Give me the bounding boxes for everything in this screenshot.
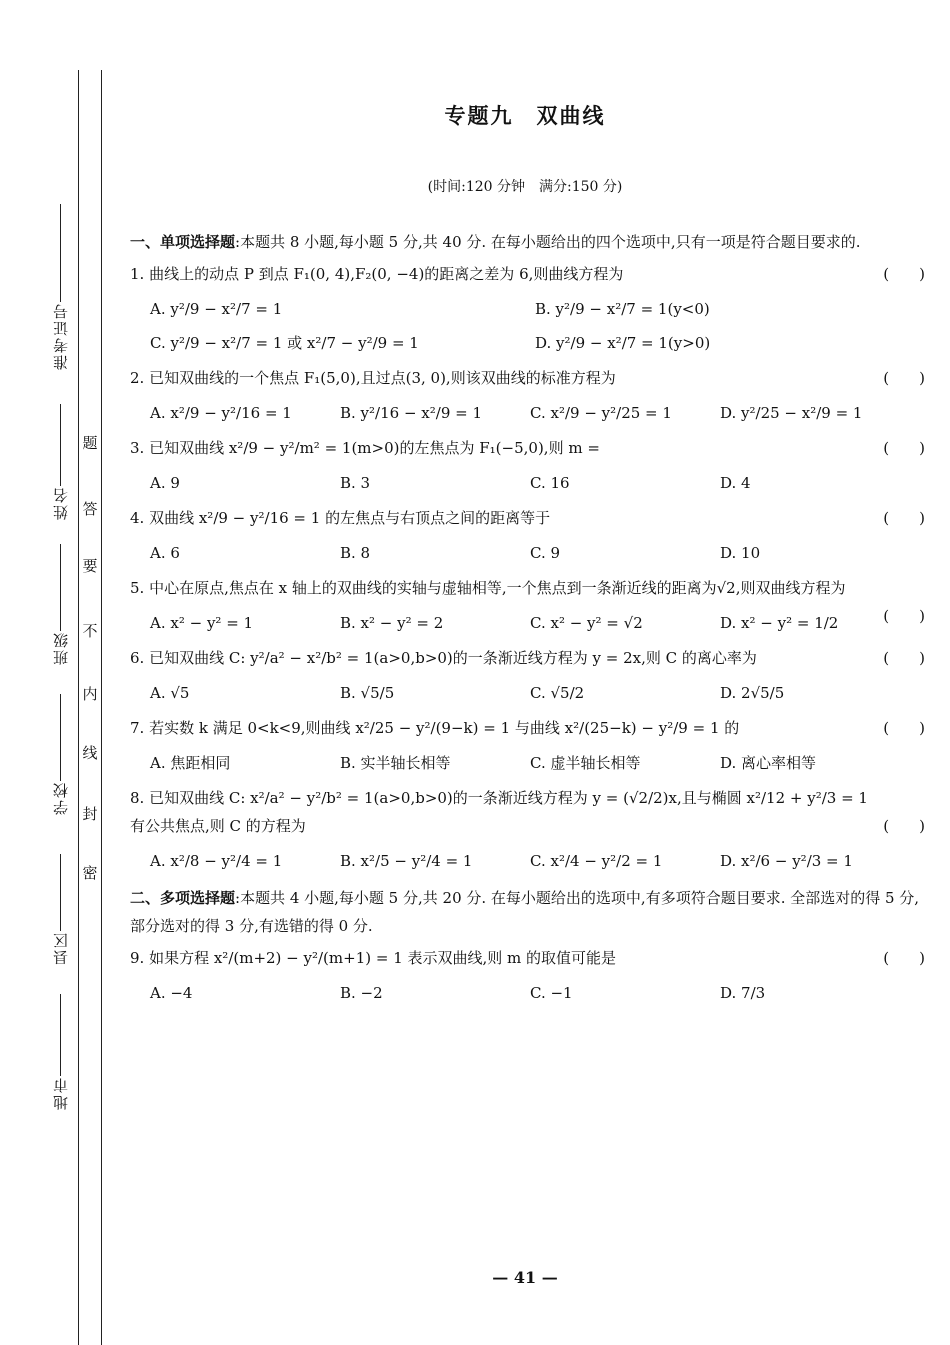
- answer-paren: ( ): [883, 265, 925, 283]
- field-label: 班级: [51, 631, 70, 665]
- option-list: [130, 976, 925, 1010]
- answer-paren: ( ): [883, 719, 925, 737]
- option-list: [130, 746, 925, 780]
- page-number: — 41 —: [492, 1268, 558, 1287]
- option: C. 虚半轴长相等: [530, 754, 641, 772]
- option: B. x²/5 − y²/4 = 1: [340, 852, 473, 870]
- option: D. y²/9 − x²/7 = 1(y>0): [535, 334, 711, 352]
- field-underline: [60, 404, 61, 486]
- question-stem: 8. 已知双曲线 C: x²/a² − y²/b² = 1(a>0,b>0)的一条渐近线方程为 y = (√2/2)x,且与椭圆 x²/12 + y²/3 = 1 有公共焦点,则 C 的方程为: [130, 789, 868, 835]
- field-label: 姓名: [51, 486, 70, 520]
- answer-paren: ( ): [883, 509, 925, 527]
- option: D. x² − y² = 1/2: [720, 614, 839, 632]
- option: B. y²/9 − x²/7 = 1(y<0): [535, 300, 710, 318]
- question-stem: 7. 若实数 k 满足 0<k<9,则曲线 x²/25 − y²/(9−k) = 1 与曲线 x²/(25−k) − y²/9 = 1 的: [130, 719, 740, 737]
- question: [130, 944, 925, 972]
- option: A. 焦距相同: [150, 754, 231, 772]
- seal-char: 不: [82, 622, 98, 640]
- seal-char: 内: [82, 685, 98, 703]
- question: [130, 364, 925, 392]
- option: B. 8: [340, 544, 371, 562]
- option: C. x² − y² = √2: [530, 614, 643, 632]
- option-list: [130, 396, 925, 430]
- option: C. x²/4 − y²/2 = 1: [530, 852, 663, 870]
- field-exam-number: [46, 200, 74, 370]
- answer-paren: ( ): [883, 949, 925, 967]
- field-city: [46, 990, 74, 1110]
- question-stem: 2. 已知双曲线的一个焦点 F₁(5,0),且过点(3, 0),则该双曲线的标准方程为: [130, 369, 616, 387]
- section-title: 一、单项选择题: [130, 233, 236, 251]
- section-title: 二、多项选择题: [130, 889, 236, 907]
- answer-paren: ( ): [883, 607, 925, 625]
- question: [130, 784, 925, 840]
- option: B. 3: [340, 474, 371, 492]
- seal-char: 封: [82, 805, 98, 823]
- field-underline: [60, 854, 61, 931]
- margin-line-outer: [78, 70, 79, 1345]
- section-heading: [130, 884, 925, 940]
- section-intro: :本题共 4 小题,每小题 5 分,共 20 分. 在每小题给出的选项中,有多项符合题目要求. 全部选对的得 5 分,部分选对的得 3 分,有选错的得 0 分.: [130, 889, 920, 935]
- option: A. √5: [150, 684, 190, 702]
- option: B. 实半轴长相等: [340, 754, 451, 772]
- exam-meta: (时间:120 分钟 满分:150 分): [427, 179, 623, 195]
- field-class: [46, 540, 74, 665]
- answer-paren: ( ): [883, 439, 925, 457]
- field-label: 准考证号: [51, 302, 70, 370]
- option: C. 16: [530, 474, 570, 492]
- option: A. x²/8 − y²/4 = 1: [150, 852, 283, 870]
- option: D. x²/6 − y²/3 = 1: [720, 852, 853, 870]
- field-label: 县区: [51, 931, 70, 965]
- field-label: 地市: [51, 1076, 70, 1110]
- question-stem: 6. 已知双曲线 C: y²/a² − x²/b² = 1(a>0,b>0)的一条渐近线方程为 y = 2x,则 C 的离心率为: [130, 649, 757, 667]
- field-county: [46, 850, 74, 965]
- seal-char: 线: [82, 744, 98, 762]
- option: C. √5/2: [530, 684, 585, 702]
- option: D. 2√5/5: [720, 684, 785, 702]
- seal-char: 密: [82, 864, 98, 882]
- field-school: [46, 690, 74, 815]
- option: D. 4: [720, 474, 751, 492]
- option: D. 10: [720, 544, 761, 562]
- question-stem: 4. 双曲线 x²/9 − y²/16 = 1 的左焦点与右顶点之间的距离等于: [130, 509, 551, 527]
- question-stem: 3. 已知双曲线 x²/9 − y²/m² = 1(m>0)的左焦点为 F₁(−5,0),则 m =: [130, 439, 600, 457]
- option: B. x² − y² = 2: [340, 614, 444, 632]
- option-list: [130, 844, 925, 878]
- option: C. 9: [530, 544, 561, 562]
- exam-content: [130, 228, 925, 1010]
- field-underline: [60, 994, 61, 1076]
- option-list: [130, 606, 925, 640]
- question: [130, 644, 925, 672]
- field-underline: [60, 204, 61, 302]
- option-list: [130, 676, 925, 710]
- seal-char: 答: [82, 500, 98, 518]
- field-name: [46, 400, 74, 520]
- option: C. x²/9 − y²/25 = 1: [530, 404, 672, 422]
- answer-paren: ( ): [883, 817, 925, 835]
- section-heading: [130, 228, 925, 256]
- option: A. 9: [150, 474, 180, 492]
- option: D. 7/3: [720, 984, 766, 1002]
- option: A. −4: [150, 984, 193, 1002]
- question-stem: 9. 如果方程 x²/(m+2) − y²/(m+1) = 1 表示双曲线,则 m 的取值可能是: [130, 949, 617, 967]
- field-label: 学校: [51, 781, 70, 815]
- option: C. y²/9 − x²/7 = 1 或 x²/7 − y²/9 = 1: [150, 334, 419, 352]
- option: A. 6: [150, 544, 180, 562]
- answer-paren: ( ): [883, 649, 925, 667]
- question: [130, 434, 925, 462]
- option: C. −1: [530, 984, 573, 1002]
- option: A. y²/9 − x²/7 = 1: [150, 300, 283, 318]
- page-title: 专题九 双曲线: [444, 104, 606, 128]
- option: A. x²/9 − y²/16 = 1: [150, 404, 292, 422]
- question: [130, 504, 925, 532]
- margin-line-inner: [101, 70, 102, 1345]
- option: B. −2: [340, 984, 383, 1002]
- seal-char: 题: [82, 434, 98, 452]
- question-stem: 1. 曲线上的动点 P 到点 F₁(0, 4),F₂(0, −4)的距离之差为 6,则曲线方程为: [130, 265, 624, 283]
- section-intro: :本题共 8 小题,每小题 5 分,共 40 分. 在每小题给出的四个选项中,只有一项是符合题目要求的.: [235, 233, 861, 251]
- seal-char: 要: [82, 557, 98, 575]
- option: A. x² − y² = 1: [150, 614, 254, 632]
- question: [130, 260, 925, 288]
- option: D. 离心率相等: [720, 754, 817, 772]
- answer-paren: ( ): [883, 369, 925, 387]
- field-underline: [60, 544, 61, 631]
- field-underline: [60, 694, 61, 781]
- option: D. y²/25 − x²/9 = 1: [720, 404, 863, 422]
- option: B. y²/16 − x²/9 = 1: [340, 404, 483, 422]
- option: B. √5/5: [340, 684, 395, 702]
- option-list: [130, 466, 925, 500]
- question-stem: 5. 中心在原点,焦点在 x 轴上的双曲线的实轴与虚轴相等,一个焦点到一条渐近线的距离为√2,则双曲线方程为: [130, 579, 846, 597]
- option-list: [130, 292, 925, 360]
- option-list: [130, 536, 925, 570]
- question: [130, 714, 925, 742]
